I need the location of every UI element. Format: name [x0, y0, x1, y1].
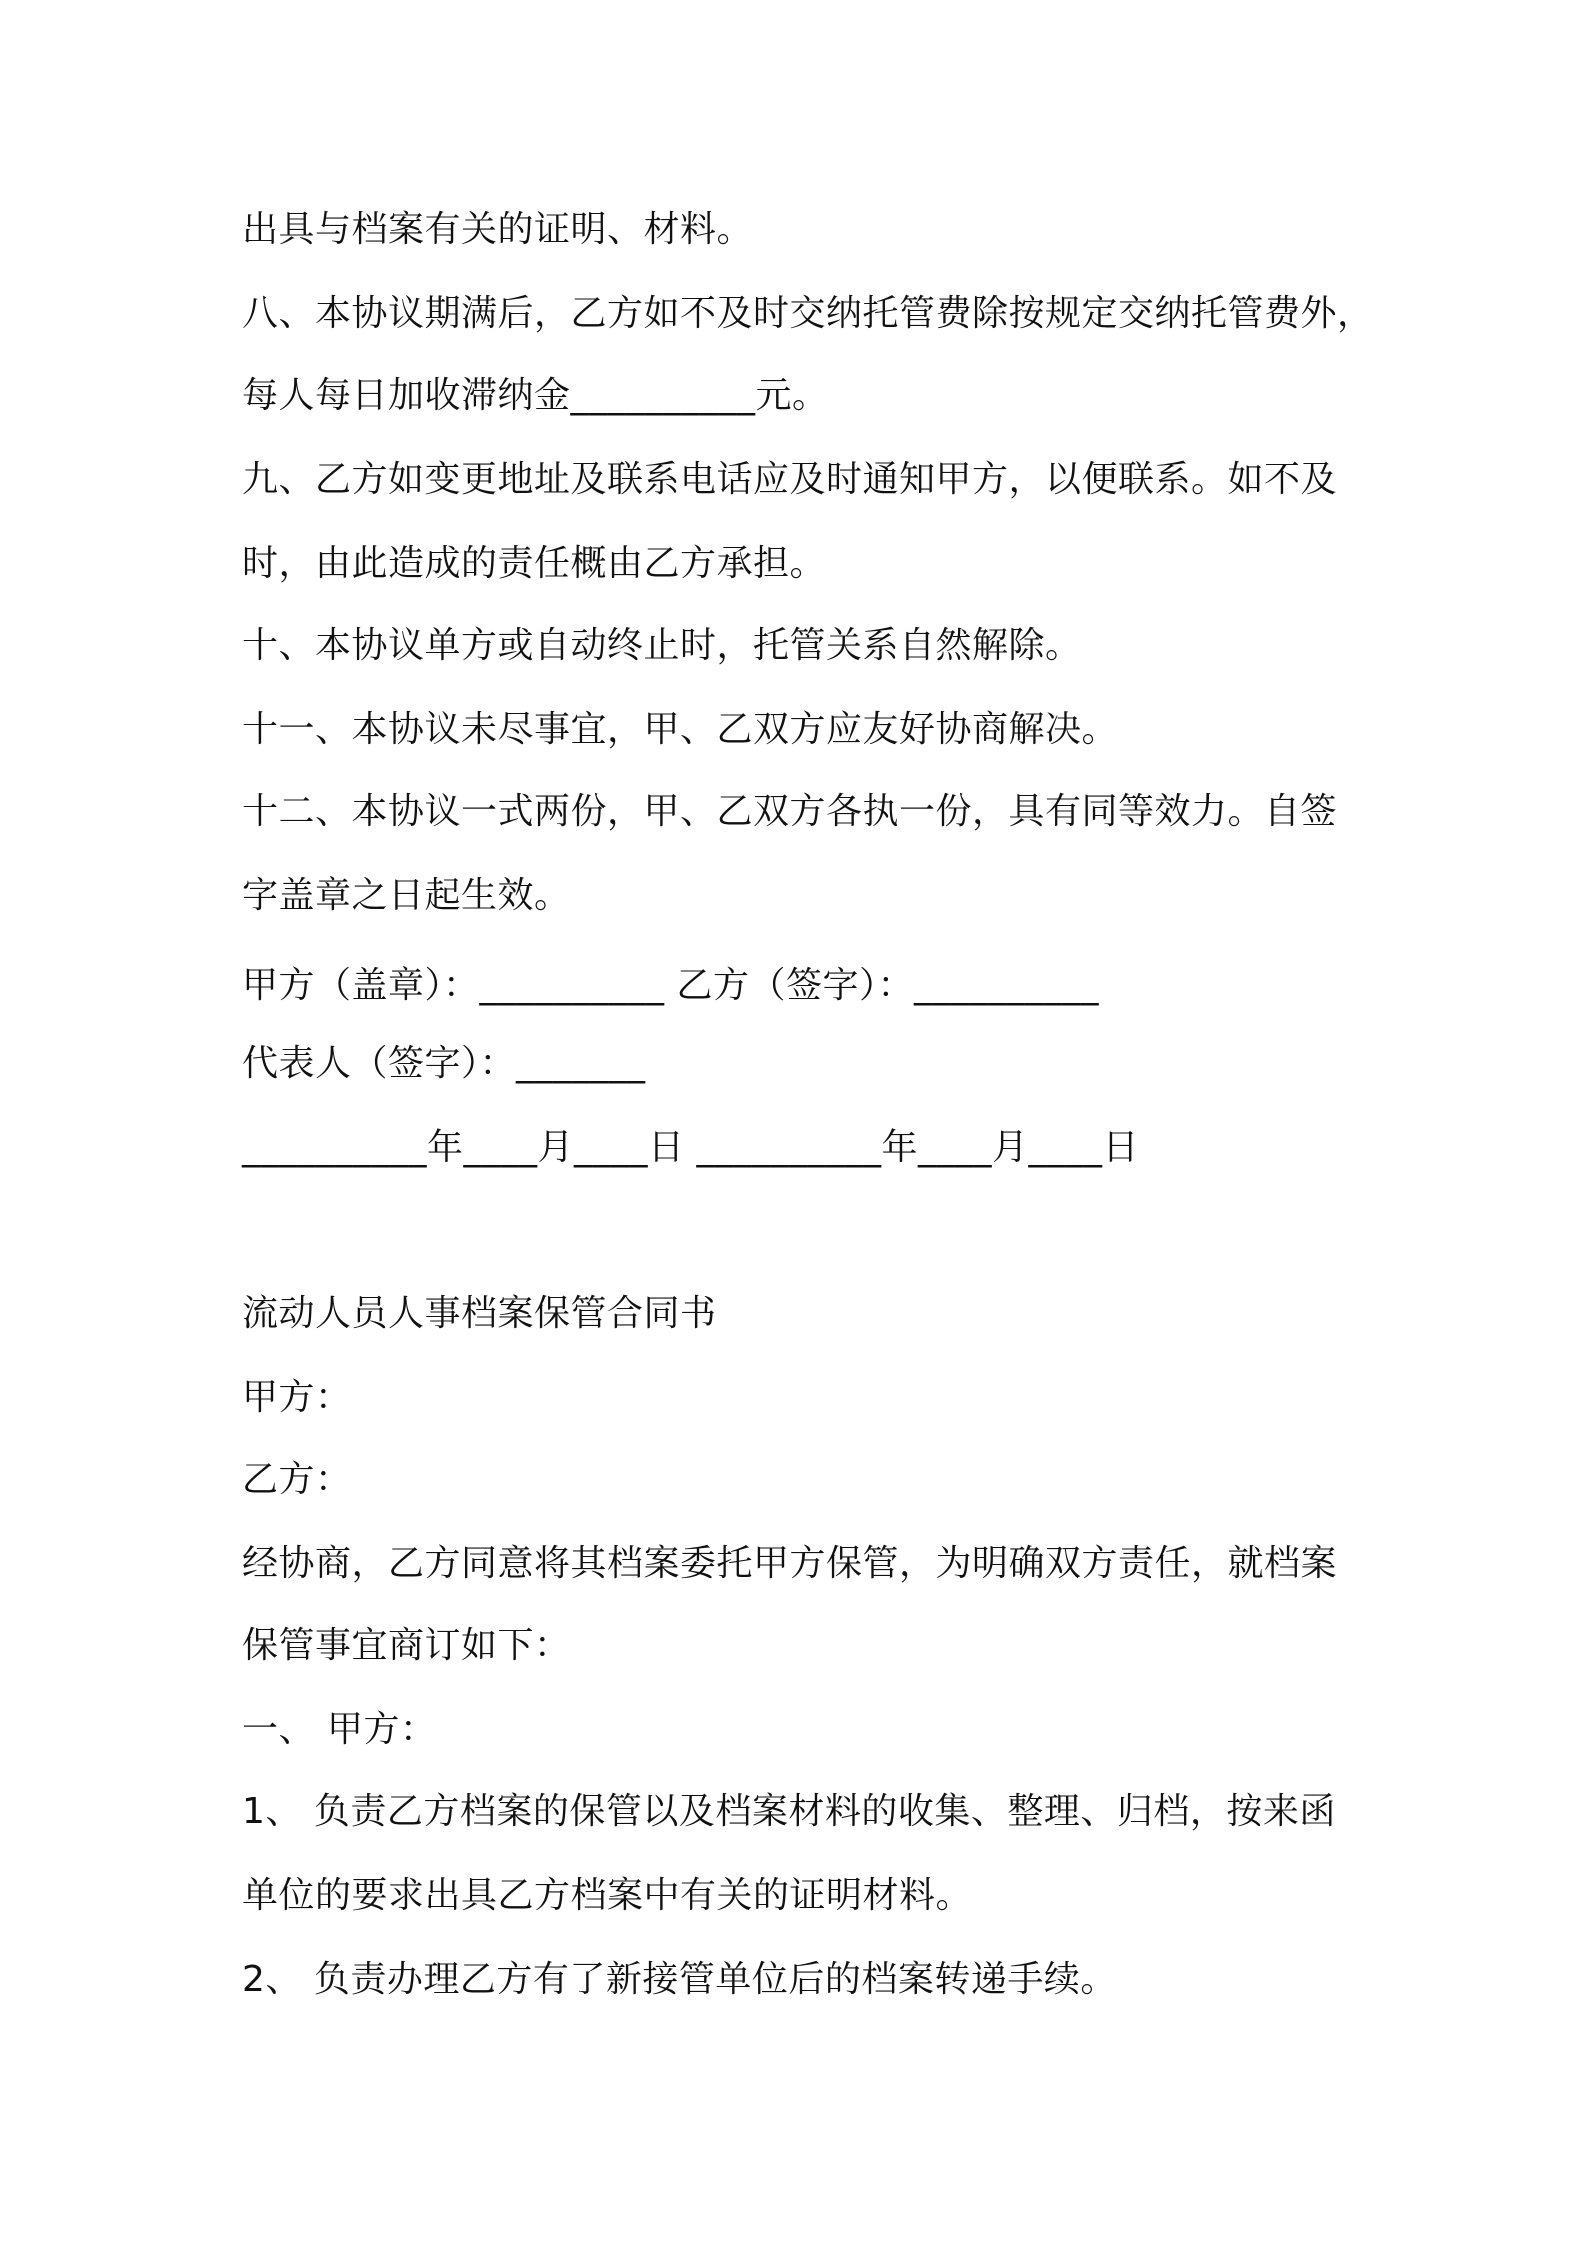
signature-line-parties: 甲方（盖章）：__________ 乙方（签字）：__________	[242, 965, 1099, 1006]
contract-title: 流动人员人事档案保管合同书	[242, 1293, 717, 1334]
date-line: __________年____月____日 __________年____月____日	[242, 1127, 1139, 1168]
party-b-label: 乙方：	[242, 1459, 352, 1500]
text-line-clause-11: 十一、本协议未尽事宜，甲、乙双方应友好协商解决。	[242, 709, 1119, 750]
text-line-item-2: 2、 负责办理乙方有了新接管单位后的档案转递手续。	[242, 1959, 1117, 2000]
text-line-clause-12-a: 十二、本协议一式两份，甲、乙双方各执一份，具有同等效力。自签	[242, 791, 1338, 832]
party-a-label: 甲方：	[242, 1377, 352, 1418]
text-line-clause-8-a: 八、本协议期满后，乙方如不及时交纳托管费除按规定交纳托管费外，	[242, 293, 1374, 334]
text-line-issue-proof: 出具与档案有关的证明、材料。	[242, 209, 754, 250]
section-one-heading: 一、 甲方：	[242, 1709, 437, 1750]
signature-line-representative: 代表人（签字）：_______	[242, 1043, 646, 1084]
text-line-clause-9-b: 时，由此造成的责任概由乙方承担。	[242, 543, 827, 584]
text-line-clause-12-b: 字盖章之日起生效。	[242, 875, 571, 916]
text-line-intro-b: 保管事宜商订如下：	[242, 1625, 571, 1666]
text-line-intro-a: 经协商，乙方同意将其档案委托甲方保管，为明确双方责任，就档案	[242, 1543, 1338, 1584]
text-line-item-1-a: 1、 负责乙方档案的保管以及档案材料的收集、整理、归档，按来函	[242, 1791, 1336, 1832]
text-line-clause-10: 十、本协议单方或自动终止时，托管关系自然解除。	[242, 625, 1082, 666]
text-line-item-1-b: 单位的要求出具乙方档案中有关的证明材料。	[242, 1875, 973, 1916]
text-line-clause-9-a: 九、乙方如变更地址及联系电话应及时通知甲方，以便联系。如不及	[242, 459, 1338, 500]
text-line-clause-8-b: 每人每日加收滞纳金__________元。	[242, 375, 829, 416]
